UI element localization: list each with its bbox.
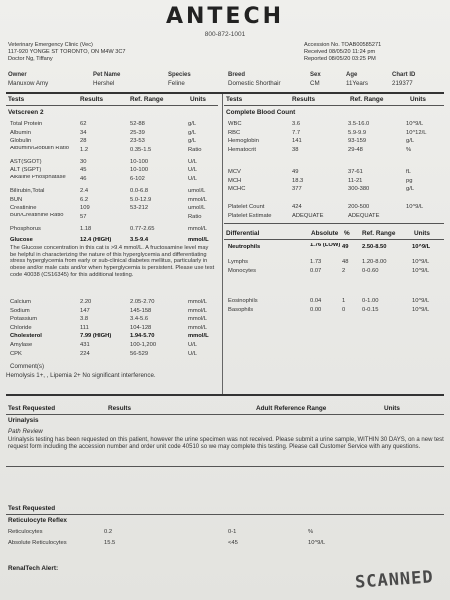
test-result: 141 xyxy=(292,138,302,145)
cbc-table-b xyxy=(228,168,444,194)
test-result: 57 xyxy=(80,213,87,220)
chartid-value: 219377 xyxy=(392,80,413,87)
test-name: Phosphorus xyxy=(10,225,41,232)
scanned-stamp: SCANNED xyxy=(354,567,435,593)
diff-name: Basophils xyxy=(228,306,254,313)
table-row xyxy=(10,236,220,245)
retic-header-rule xyxy=(6,514,444,515)
diff-range: 0-1.00 xyxy=(362,298,379,304)
test-name: AST(SGOT) xyxy=(10,158,42,165)
table-row xyxy=(10,298,220,307)
table-row xyxy=(10,225,220,234)
test-name: MCHC xyxy=(228,186,246,193)
table-row xyxy=(228,297,444,306)
test-range: 0.35-1.5 xyxy=(130,146,152,153)
table-row xyxy=(228,168,444,177)
clinic-name: Veterinary Emergency Clinic (Vec) xyxy=(8,42,93,48)
left-header-rule xyxy=(6,105,218,106)
table-row xyxy=(10,213,220,225)
owner-header: Owner xyxy=(8,72,27,78)
test-result: 1.2 xyxy=(80,146,89,153)
test-name: CPK xyxy=(10,350,22,357)
table-row xyxy=(10,204,220,213)
electrolytes-table xyxy=(10,298,220,358)
test-result: 6.2 xyxy=(80,196,89,203)
test-units: umol/L xyxy=(188,187,206,194)
diff-name: Monocytes xyxy=(228,267,257,274)
test-name: Bilirubin,Total xyxy=(10,187,45,194)
test-name: Platelet Estimate xyxy=(228,212,272,219)
diff-units: 10^9/L xyxy=(412,244,431,250)
test-name: Potassium xyxy=(10,316,38,323)
test-range: 25-39 xyxy=(130,129,145,136)
test-range: 5.9-9.9 xyxy=(348,129,367,136)
diff-percent: 48 xyxy=(342,259,349,265)
test-units: fL xyxy=(406,169,411,175)
sex-value: CM xyxy=(310,80,320,87)
received-date: Received 08/05/20 11:24 pm xyxy=(304,49,376,55)
test-result: 3.6 xyxy=(292,121,301,127)
diff-range-header: Ref. Range xyxy=(362,230,396,237)
test-result: 431 xyxy=(80,341,90,348)
table-row xyxy=(10,324,220,333)
test-range: 52-88 xyxy=(130,121,145,127)
panel-bottom-rule xyxy=(6,394,444,396)
ua-header-rule xyxy=(6,414,444,415)
table-row xyxy=(228,203,444,212)
retic-name: Absolute Reticulocytes xyxy=(8,540,67,546)
table-row xyxy=(10,332,220,341)
test-units: mmol/L xyxy=(188,307,208,314)
diff-header-rule xyxy=(224,239,444,240)
renaltech-alert: RenalTech Alert: xyxy=(8,565,59,572)
retic-units: % xyxy=(308,529,314,535)
accession-number: Accession No. TOAB00585271 xyxy=(304,42,382,48)
test-units: 10^12/L xyxy=(406,129,427,136)
reported-date: Reported 08/05/20 03:25 PM xyxy=(304,56,376,62)
chartid-header: Chart ID xyxy=(392,72,416,78)
test-range: 53-212 xyxy=(130,205,149,212)
diff-absolute: 0.07 xyxy=(310,267,322,274)
test-range: 0.0-6.8 xyxy=(130,187,149,194)
diff-units: 10^9/L xyxy=(412,298,430,304)
lab-phone: 800-872-1001 xyxy=(204,31,246,38)
test-result: 28 xyxy=(80,138,87,145)
test-units: g/L xyxy=(406,138,415,145)
glucose-table xyxy=(10,236,220,245)
test-range: 3.5-16.0 xyxy=(348,121,370,127)
table-row xyxy=(228,267,444,276)
test-result: 1.18 xyxy=(80,225,92,232)
test-range: 200-500 xyxy=(348,204,370,210)
test-name: MCV xyxy=(228,169,241,175)
table-row xyxy=(10,137,220,146)
species-header: Species xyxy=(168,72,191,78)
header-rule xyxy=(6,92,444,94)
test-result: 34 xyxy=(80,129,87,136)
owner-value: Manuxow Amy xyxy=(8,80,49,87)
test-units: umol/L xyxy=(188,205,206,212)
table-row xyxy=(10,350,220,359)
test-units: U/L xyxy=(188,341,198,348)
test-range: 3.5-9.4 xyxy=(130,237,149,243)
reticulocyte-title: Reticulocyte Reflex xyxy=(8,517,67,524)
clinic-address: 117-920 YONGE ST TORONTO, ON M4W 3C7 xyxy=(8,49,126,55)
breed-value: Domestic Shorthair xyxy=(228,80,281,87)
path-review-label: Path Review xyxy=(8,428,43,435)
diff-units: 10^9/L xyxy=(412,306,430,313)
test-result: 2.4 xyxy=(80,187,89,194)
test-range: 23-53 xyxy=(130,138,145,145)
right-tests-header: Tests xyxy=(226,96,243,103)
test-range: 1.94-5.70 xyxy=(130,333,155,340)
test-units: 10^9/L xyxy=(406,204,424,210)
species-value: Feline xyxy=(168,80,185,87)
chemistry-table xyxy=(10,120,220,233)
test-units: mmol/L xyxy=(188,299,208,305)
ua-units-header: Units xyxy=(384,405,400,412)
right-refrange-header: Ref. Range xyxy=(350,96,384,103)
test-units: U/L xyxy=(188,175,198,182)
test-units xyxy=(406,212,444,221)
table-row xyxy=(10,129,220,138)
test-units: mmol/L xyxy=(188,237,209,243)
test-units: mmol/L xyxy=(188,333,209,340)
left-results-header: Results xyxy=(80,96,104,103)
test-range: 145-158 xyxy=(130,307,152,314)
test-result: 38 xyxy=(292,146,299,153)
test-result: 377 xyxy=(292,186,302,193)
test-range: 2.05-2.70 xyxy=(130,299,155,305)
test-result: 30 xyxy=(80,158,87,165)
test-range: 100-1,200 xyxy=(130,341,157,348)
sex-header: Sex xyxy=(310,72,321,78)
diff-percent: 49 xyxy=(342,244,349,250)
test-units: Ratio xyxy=(188,213,202,220)
test-result: 109 xyxy=(80,205,90,212)
platelet-table xyxy=(228,203,444,220)
test-name: Sodium xyxy=(10,307,30,314)
test-result: 45 xyxy=(80,167,87,174)
test-units: % xyxy=(406,146,412,153)
test-name: RBC xyxy=(228,129,241,136)
test-units: U/L xyxy=(188,167,198,174)
diff-units: 10^9/L xyxy=(412,259,430,265)
test-range: 37-61 xyxy=(348,169,363,175)
right-units-header: Units xyxy=(410,96,426,103)
test-range: 0.77-2.65 xyxy=(130,225,155,232)
ua-results-header: Results xyxy=(108,405,132,412)
test-units: mmol/L xyxy=(188,316,208,323)
left-tests-header: Tests xyxy=(8,96,25,103)
test-name: Chloride xyxy=(10,324,32,331)
diff-absolute-header: Absolute xyxy=(311,230,339,237)
test-name: Albumin xyxy=(10,129,31,136)
diff-percent: 2 xyxy=(342,267,346,274)
ua-bottom-rule xyxy=(6,466,444,467)
test-result: 111 xyxy=(80,324,89,331)
test-range: 300-380 xyxy=(348,186,370,193)
diff-name: Eosinophils xyxy=(228,298,258,304)
test-result: 224 xyxy=(80,350,90,357)
retic-range: 0-1 xyxy=(228,529,237,535)
retic-name: Reticulocytes xyxy=(8,529,43,535)
table-row xyxy=(10,196,220,205)
ua-test-header: Test Requested xyxy=(8,405,56,412)
test-name: Cholesterol xyxy=(10,333,42,340)
test-units: mmol/L xyxy=(188,225,208,232)
cbc-title: Complete Blood Count xyxy=(226,109,296,116)
vetscreen-title: Vetscreen 2 xyxy=(8,109,44,116)
neutrophil-table xyxy=(228,243,444,275)
diff-absolute: 1.76 (LOW) xyxy=(310,243,341,248)
test-name: Platelet Count xyxy=(228,204,265,210)
diff-range: 0-0.15 xyxy=(362,306,379,313)
test-range: 11-21 xyxy=(348,177,363,184)
test-name: Total Protein xyxy=(10,121,43,127)
panel-divider xyxy=(222,94,223,394)
diff-absolute: 0.04 xyxy=(310,298,322,304)
test-range: 29-48 xyxy=(348,146,363,153)
table-row xyxy=(10,146,220,158)
urinalysis-title: Urinalysis xyxy=(8,417,39,424)
test-range: ADEQUATE xyxy=(348,212,380,219)
test-units: g/L xyxy=(188,138,197,145)
table-row xyxy=(228,120,444,129)
clinic-doctor: Doctor Ng, Tiffany xyxy=(8,56,53,62)
table-row xyxy=(228,146,444,155)
diff-percent: 0 xyxy=(342,306,346,313)
test-result: 62 xyxy=(80,121,87,127)
test-name: Calcium xyxy=(10,299,31,305)
diff-units: 10^9/L xyxy=(412,267,430,274)
test-name: Globulin xyxy=(10,138,32,145)
table-row xyxy=(228,137,444,146)
table-row xyxy=(10,341,220,350)
test-units: g/L xyxy=(406,186,415,193)
test-name: MCH xyxy=(228,177,242,184)
test-range: 3.4-5.6 xyxy=(130,316,149,323)
test-result: 49 xyxy=(292,169,299,175)
diff-range: 2.50-8.50 xyxy=(362,244,387,250)
table-row xyxy=(228,243,444,258)
table-row xyxy=(228,129,444,138)
diff-units-header: Units xyxy=(414,230,430,237)
age-header: Age xyxy=(346,72,358,78)
test-units: g/L xyxy=(188,121,197,127)
test-name: ALT (SGPT) xyxy=(10,167,42,174)
test-result: 3.8 xyxy=(80,316,89,323)
test-result: 12.4 (HIGH) xyxy=(80,237,112,243)
table-row xyxy=(10,175,220,187)
diff-name: Lymphs xyxy=(228,259,249,265)
cbc-table-a xyxy=(228,120,444,154)
test-units: U/L xyxy=(188,158,198,165)
test-result: 18.3 xyxy=(292,177,304,184)
table-row xyxy=(10,166,220,175)
diff-header: Differential xyxy=(226,230,260,237)
diff-range: 0-0.60 xyxy=(362,267,379,274)
test-name: Albumin/Globulin Ratio xyxy=(10,145,69,151)
test-range: 56-529 xyxy=(130,350,149,357)
petname-header: Pet Name xyxy=(93,72,121,78)
diff-top-rule xyxy=(224,223,444,224)
test-name: Hemoglobin xyxy=(228,138,259,145)
test-units: Ratio xyxy=(188,146,202,153)
test-range: 6-102 xyxy=(130,175,145,182)
right-results-header: Results xyxy=(292,96,316,103)
test-name: BUN xyxy=(10,196,23,203)
test-units: mmol/L xyxy=(188,324,208,331)
breed-header: Breed xyxy=(228,72,246,78)
retic-result: 15.5 xyxy=(104,540,116,546)
test-units: pg xyxy=(406,177,413,184)
test-units: 10^9/L xyxy=(406,121,424,127)
test-name: Glucose xyxy=(10,237,33,243)
table-row xyxy=(228,258,444,267)
retic-test-header: Test Requested xyxy=(8,505,56,512)
test-name: Amylase xyxy=(10,341,33,348)
test-result: ADEQUATE xyxy=(292,212,324,219)
diff-absolute: 0.00 xyxy=(310,306,322,313)
eos-baso-table xyxy=(228,297,444,314)
test-range: 10-100 xyxy=(130,158,149,165)
retic-result: 0.2 xyxy=(104,529,113,535)
comments-label: Comment(s) xyxy=(10,363,45,370)
test-name: Creatinine xyxy=(10,205,37,212)
test-units: mmol/L xyxy=(188,196,208,203)
table-row xyxy=(228,306,444,315)
right-header-rule xyxy=(224,105,444,106)
diff-absolute: 1.73 xyxy=(310,259,322,265)
diff-name: Neutrophils xyxy=(228,244,261,250)
left-units-header: Units xyxy=(190,96,206,103)
test-result: 7.99 (HIGH) xyxy=(80,333,112,340)
ua-range-header: Adult Reference Range xyxy=(256,405,327,412)
table-row xyxy=(10,307,220,316)
test-result: 7.7 xyxy=(292,129,301,136)
table-row xyxy=(10,120,220,129)
table-row xyxy=(10,187,220,196)
table-row xyxy=(10,158,220,167)
reticulocyte-table xyxy=(8,528,444,550)
test-name: Hematocrit xyxy=(228,146,257,153)
test-range: 10-100 xyxy=(130,167,149,174)
test-name: Bun/Creatinine Ratio xyxy=(10,212,64,218)
table-row xyxy=(8,539,444,550)
test-range: 93-159 xyxy=(348,138,367,145)
diff-percent-header: % xyxy=(344,230,350,237)
test-range: 5.0-12.9 xyxy=(130,196,152,203)
antech-logo: ANTECH xyxy=(165,4,285,29)
test-range: 104-128 xyxy=(130,324,152,331)
test-name: Alkaline Phosphatase xyxy=(10,174,66,180)
table-row xyxy=(8,528,444,539)
test-result: 2.20 xyxy=(80,299,92,305)
left-refrange-header: Ref. Range xyxy=(130,96,164,103)
age-value: 11Years xyxy=(346,80,369,87)
table-row xyxy=(10,315,220,324)
table-row xyxy=(228,185,444,194)
diff-range: 1.20-8.00 xyxy=(362,259,387,265)
test-result: 424 xyxy=(292,204,302,210)
test-result: 46 xyxy=(80,175,87,182)
table-row xyxy=(228,177,444,186)
retic-range: <45 xyxy=(228,540,238,546)
retic-units: 10^9/L xyxy=(308,540,326,546)
test-units: g/L xyxy=(188,129,197,136)
test-range xyxy=(130,213,188,225)
test-units: U/L xyxy=(188,350,198,357)
table-row xyxy=(228,212,444,221)
test-name: WBC xyxy=(228,121,242,127)
urinalysis-note: Urinalysis testing has been requested on this patient, however the urine specimen was not received. Please submit a urine sample, WITHIN 30 DAYS, on a new test request form including the accession number and order unit code 40510 so we may complete this testing. Please call Customer Service with any questions. xyxy=(8,437,444,451)
test-result: 147 xyxy=(80,307,90,314)
petname-value: Hershel xyxy=(93,80,115,87)
glucose-note: The Glucose concentration in this cat is >9.4 mmol/L. A fructosamine level may be helpful in characterizing the nature of this hyperglycemia and differentiating stress hyperglycemia from early or sub-clinical diabetes mellitus, particularly in obese and/or male cats and/or when hyperglycemia is persistent. Please use test code 40038 (CS16345) for this additional testing. xyxy=(10,245,215,278)
diff-percent: 1 xyxy=(342,298,346,304)
comments-text: Hemolysis 1+, , Lipemia 2+ No significant interference. xyxy=(6,372,156,379)
